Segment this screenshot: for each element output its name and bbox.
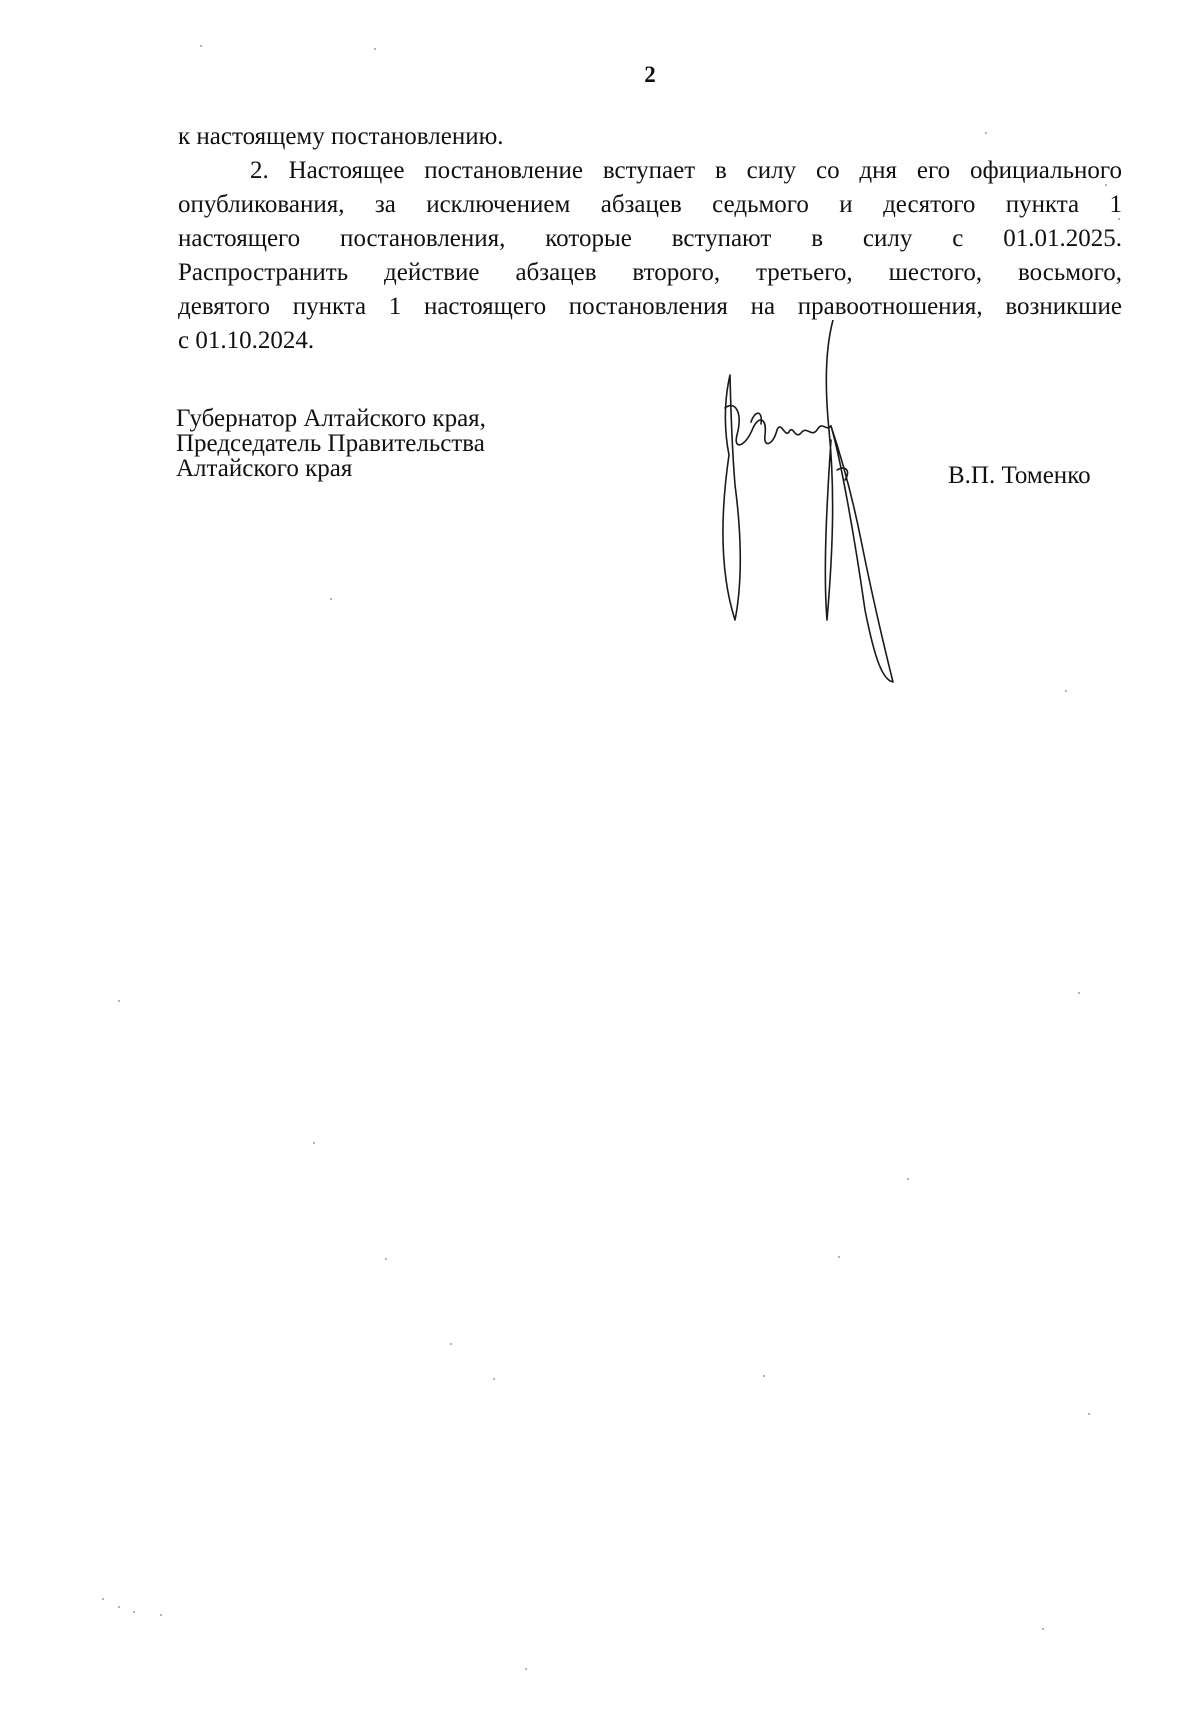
paragraph-line: к настоящему постановлению.	[178, 123, 504, 150]
paragraph-line: с 01.10.2024.	[178, 327, 315, 354]
handwritten-signature	[715, 320, 915, 740]
scan-speck	[118, 1000, 120, 1002]
paragraph-line: девятого пункта 1 настоящего постановления на правоотношения, возникшие	[178, 293, 1122, 320]
scan-speck	[838, 1256, 840, 1258]
scan-speck	[1065, 690, 1067, 692]
scan-speck	[313, 1142, 315, 1144]
paragraph-line: Распространить действие абзацев второго, третьего, шестого, восьмого,	[178, 259, 1122, 286]
scan-speck	[160, 1614, 162, 1616]
page-number: 2	[644, 62, 656, 87]
scan-speck	[525, 1668, 527, 1670]
paragraph-line: настоящего постановления, которые вступают в силу с 01.01.2025.	[178, 225, 1122, 252]
scan-speck	[330, 598, 332, 600]
signatory-title-line: Алтайского края	[176, 455, 353, 482]
scan-speck	[1088, 1413, 1090, 1415]
signatory-title-line: Председатель Правительства	[176, 430, 485, 457]
scan-speck	[133, 1611, 135, 1613]
paragraph-line: опубликования, за исключением абзацев седьмого и десятого пункта 1	[178, 191, 1122, 218]
scan-speck	[907, 1178, 909, 1180]
signatory-name: В.П. Томенко	[948, 462, 1091, 489]
scan-speck	[493, 1378, 495, 1380]
scan-speck	[763, 1375, 765, 1377]
scan-speck	[385, 1258, 387, 1260]
scan-speck	[985, 132, 987, 134]
paragraph-line: 2. Настоящее постановление вступает в силу со дня его официального	[250, 157, 1122, 184]
scan-speck	[1042, 1628, 1044, 1630]
signatory-title	[176, 406, 486, 481]
scan-speck	[102, 1598, 104, 1600]
paragraph-text	[178, 120, 1122, 358]
scan-speck	[1118, 218, 1120, 220]
scan-speck	[374, 48, 376, 50]
signatory-title-line: Губернатор Алтайского края,	[176, 405, 486, 432]
scan-speck	[200, 45, 202, 47]
scan-speck	[450, 1343, 452, 1345]
scan-speck	[1105, 184, 1107, 186]
scan-speck	[118, 1606, 120, 1608]
scan-speck	[1078, 992, 1080, 994]
